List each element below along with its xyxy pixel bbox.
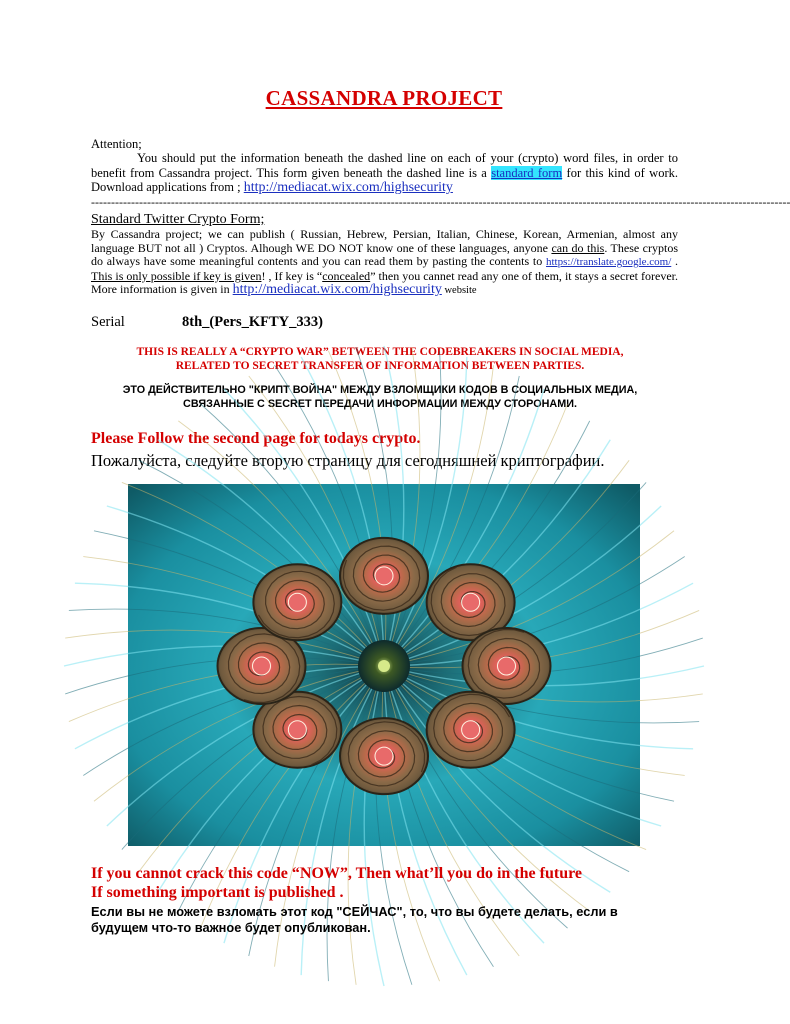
desc-text-5: ” then you cannet read any one of them, it stays a secret forever. More information is given in: [91, 268, 678, 297]
serial-value: 8th_(Pers_KFTY_333): [182, 314, 323, 330]
intro-text-1: You should put the information beneath the dashed line on each of your (crypto) word files, in order to benefit from Cassandra project. This form given beneath the dashed line is a: [91, 151, 678, 180]
spiral-core: [253, 657, 271, 675]
fractal-spiral-arm: [340, 538, 428, 614]
dashed-separator: -------------------------------------------------------------------------------------------------------------------------------------------------------------------------------: [91, 195, 790, 209]
intro-text-2: for this kind of work. Download applications from ;: [91, 165, 678, 194]
desc-text-4: ! , If key is “: [261, 268, 323, 283]
crack-line-2: If something important is published .: [91, 884, 344, 901]
intro-paragraph: [91, 151, 678, 196]
desc-text-1: By Cassandra project; we can publish ( Russian, Hebrew, Persian, Italian, Chinese, Korean, Armenian, almost any language BUT not all ) Cryptos. Alhough WE DO NOT know one of these languages, anyone: [91, 227, 678, 255]
crack-challenge-en: [91, 864, 582, 902]
fractal-spiral-arm: [340, 718, 428, 794]
spiral-core: [498, 657, 516, 675]
fractal-flower-image: [128, 484, 640, 846]
crypto-war-warning-ru: ЭТО ДЕЙСТВИТЕЛЬНО "КРИПТ ВОЙНА" МЕЖДУ ВЗЛОМЩИКИ КОДОВ В СОЦИАЛЬНЫХ МЕДИА, СВЯЗАННЫЕ С SECRET ПЕРЕДАЧИ ИНФОРМАЦИИ МЕЖДУ СТОРОНАМИ.: [122, 384, 638, 410]
twitter-form-heading: Standard Twitter Crypto Form;: [91, 212, 265, 227]
spiral-core: [462, 721, 480, 739]
crypto-war-warning-en: THIS IS REALLY A “CRYPTO WAR” BETWEEN THE CODEBREAKERS IN SOCIAL MEDIA, RELATED TO SECRET TRANSFER OF INFORMATION BETWEEN PARTIES.: [136, 346, 624, 372]
fractal-flower-graphic: [128, 484, 640, 846]
desc-text-2: . These cryptos do always have some meaningful contents and you can read them by pasting the contents to: [91, 240, 678, 269]
description-paragraph: [91, 228, 678, 298]
fractal-spiral-arm: [253, 564, 341, 640]
fractal-spiral-arm: [427, 692, 515, 768]
serial-label: Serial: [91, 314, 125, 330]
spiral-core: [462, 593, 480, 611]
highsecurity-link-2[interactable]: http://mediacat.wix.com/highsecurity: [232, 282, 442, 298]
crack-challenge-ru: Если вы не можете взломать этот код "СЕЙЧАС", то, что вы будете делать, если в будущем что-то важное будет опубликован.: [91, 904, 618, 935]
translate-link[interactable]: https://translate.google.com/: [546, 256, 672, 269]
concealed-text: concealed: [322, 268, 371, 283]
desc-text-3: .: [671, 254, 679, 269]
website-text: website: [441, 285, 477, 297]
follow-instruction-ru: Пожалуйста, следуйте вторую страницу для сегодняшней криптографии.: [91, 451, 605, 470]
crack-line-1: If you cannot crack this code “NOW”, Then what’ll you do in the future: [91, 865, 582, 882]
can-do-this-text: can do this: [551, 240, 605, 255]
fractal-center-dot: [378, 660, 390, 672]
spiral-core: [375, 567, 393, 585]
follow-instruction-en: Please Follow the second page for todays crypto.: [91, 430, 421, 447]
attention-label: Attention;: [91, 137, 142, 151]
spiral-core: [375, 747, 393, 765]
spiral-core: [288, 721, 306, 739]
standard-form-link[interactable]: standard form: [491, 165, 563, 180]
spiral-core: [288, 593, 306, 611]
highsecurity-link[interactable]: http://mediacat.wix.com/highsecurity: [243, 180, 453, 195]
page-title: CASSANDRA PROJECT: [265, 86, 503, 110]
only-possible-text: This is only possible if key is given: [91, 268, 262, 283]
